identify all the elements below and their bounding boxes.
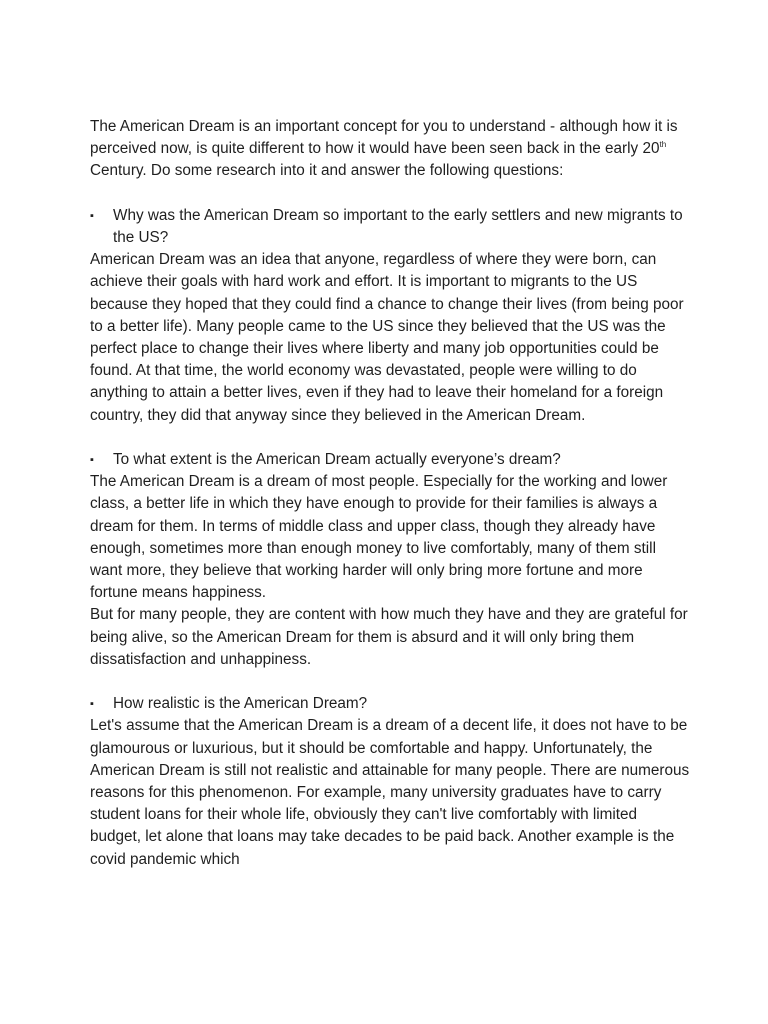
question-item [90,205,690,249]
bullet-icon: ▪ [90,209,94,222]
document-body [90,116,690,871]
question-text: To what extent is the American Dream actually everyone’s dream? [113,451,561,469]
bullet-icon: ▪ [90,454,94,467]
answer-paragraph: But for many people, they are content with how much they have and they are grateful for being alive, so the American Dream for them is absurd and it will only bring them dissatisfaction and unhappiness. [90,606,688,668]
question-text: How realistic is the American Dream? [113,695,368,713]
paragraph-gap [90,183,690,205]
answer-paragraph: The American Dream is a dream of most people. Especially for the working and lower class, a better life in which they have enough to provide for their families is always a dream for them. In terms of middle class and upper class, though they already have enough, sometimes more than enough money to live comfortably, many of them still want more, they believe that working harder will only bring more fortune and more fortune means happiness. [90,473,668,602]
intro-text-start: The American Dream is an important concept for you to understand - although how it is perceived now, is quite different to how it would have been seen back in the early 20 [90,118,678,158]
paragraph-gap [90,671,690,693]
intro-paragraph [90,116,690,183]
question-item [90,449,690,471]
paragraph-gap [90,427,690,449]
intro-text-end: Century. Do some research into it and answer the following questions: [90,162,564,180]
bullet-icon: ▪ [90,698,94,711]
question-text: Why was the American Dream so important to the early settlers and new migrants to the US? [113,206,683,246]
ordinal-superscript: th [659,140,667,150]
question-item [90,693,690,715]
answer-paragraph: Let's assume that the American Dream is a dream of a decent life, it does not have to be glamourous or luxurious, but it should be comfortable and happy. Unfortunately, the American Dream is still not realistic and attainable for many people. There are numerous reasons for this phenomenon. For example, many university graduates have to carry student loans for their whole life, obviously they can't live comfortably with limited budget, let alone that loans may take decades to be paid back. Another example is the covid pandemic which [90,717,690,868]
answer-paragraph: American Dream was an idea that anyone, regardless of where they were born, can achieve their goals with hard work and effort. It is important to migrants to the US because they hoped that they could find a chance to change their lives (from being poor to a better life). Many people came to the US since they believed that the US was the perfect place to change their lives where liberty and many job opportunities could be found. At that time, the world economy was devastated, people were willing to do anything to attain a better lives, even if they had to leave their homeland for a foreign country, they did that anyway since they believed in the American Dream. [90,251,684,424]
